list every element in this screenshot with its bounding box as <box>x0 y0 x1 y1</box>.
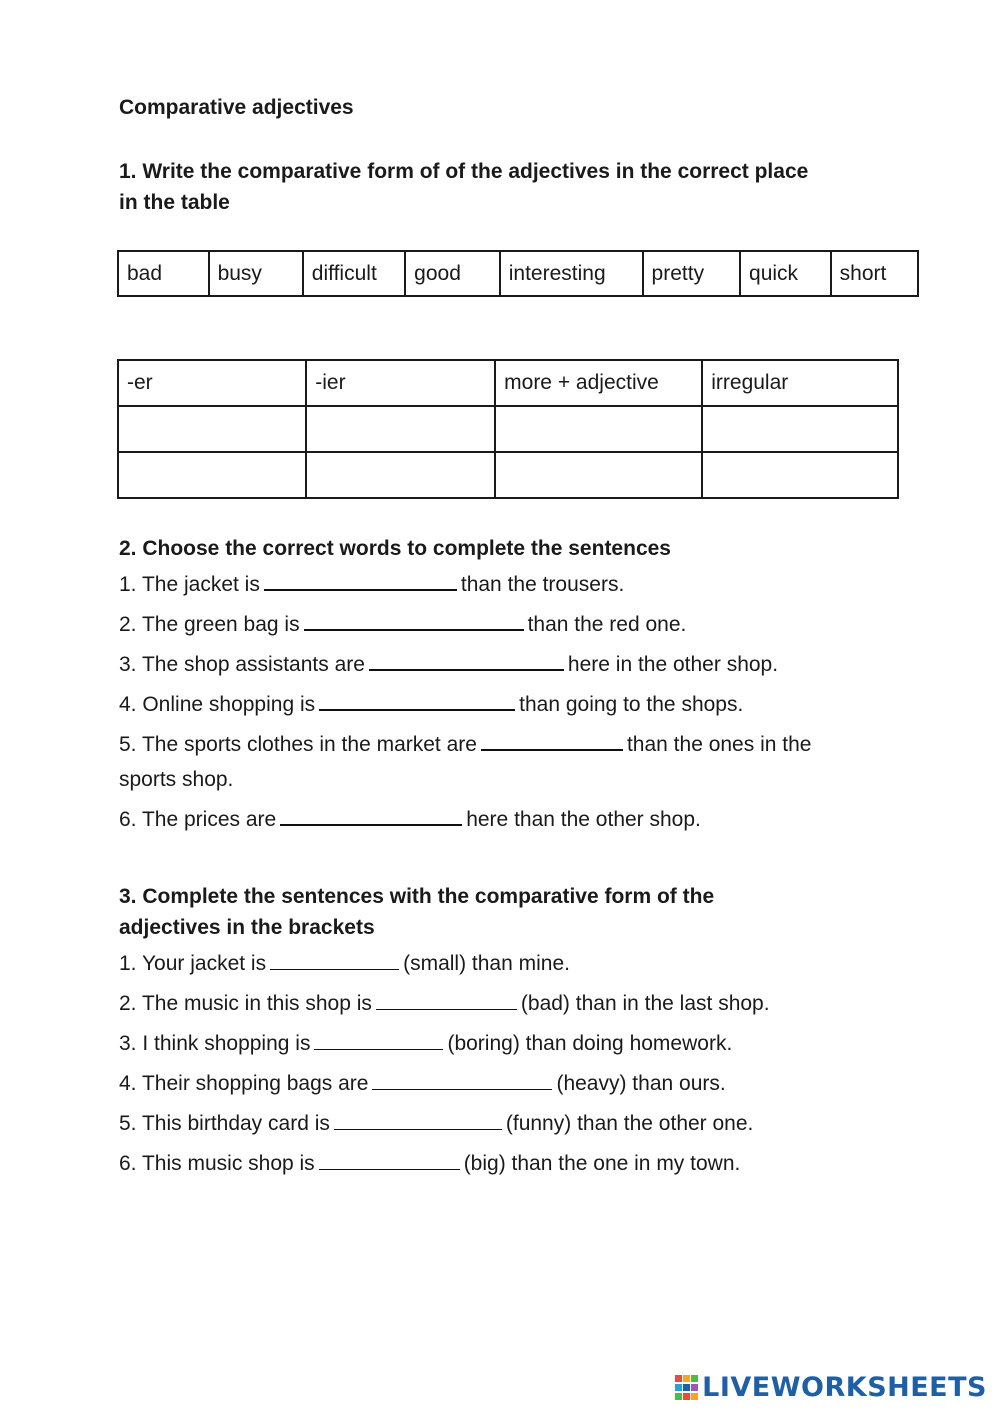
column-header-more: more + adjective <box>495 360 702 406</box>
answer-blank[interactable] <box>264 573 457 591</box>
section1-heading-line1: 1. Write the comparative form of of the adjectives in the correct place <box>119 160 809 183</box>
sentence-text: than going to the shops. <box>519 693 744 716</box>
sentence-text: than the red one. <box>527 613 687 636</box>
column-header-ier: -ier <box>306 360 495 406</box>
section1-heading-line2: in the table <box>119 191 230 214</box>
sentence-text: 5. This birthday card is <box>119 1112 330 1135</box>
sentence-text: 1. Your jacket is <box>119 952 267 975</box>
sentence-text: (heavy) than ours. <box>556 1072 726 1095</box>
sentence-text: 4. Online shopping is <box>119 693 316 716</box>
blocks-logo-icon <box>675 1375 699 1401</box>
word-cell: interesting <box>500 251 643 296</box>
answer-cell[interactable] <box>495 406 702 452</box>
answer-blank[interactable] <box>319 693 515 711</box>
word-cell: short <box>831 251 918 296</box>
sentence-text: 3. The shop assistants are <box>119 653 365 676</box>
answer-cell[interactable] <box>118 406 306 452</box>
section1-heading <box>119 156 808 218</box>
sentence <box>119 572 624 598</box>
sentence <box>119 807 701 833</box>
answer-blank[interactable] <box>270 953 399 970</box>
answer-cell[interactable] <box>118 452 306 498</box>
sentence <box>119 1151 740 1177</box>
answer-blank[interactable] <box>376 993 517 1010</box>
word-cell: bad <box>118 251 209 296</box>
sentence-text: 6. The prices are <box>119 808 277 831</box>
sentence-text: (boring) than doing homework. <box>447 1032 733 1055</box>
sentence-text: 3. I think shopping is <box>119 1032 311 1055</box>
logo-text: LIVEWORKSHEETS <box>702 1372 987 1403</box>
answer-cell[interactable] <box>306 406 495 452</box>
sentence-text: (small) than mine. <box>403 952 570 975</box>
sentence-text: than the trousers. <box>460 573 625 596</box>
sentence <box>119 1111 753 1137</box>
sentence-text: 4. Their shopping bags are <box>119 1072 369 1095</box>
column-header-er: -er <box>118 360 306 406</box>
section3-heading <box>119 881 714 943</box>
word-bank-table <box>117 250 919 297</box>
table-row <box>118 452 898 498</box>
answer-blank[interactable] <box>334 1113 502 1130</box>
sentence <box>119 612 686 638</box>
section2-heading: 2. Choose the correct words to complete the sentences <box>119 537 671 560</box>
sentence-text: (bad) than in the last shop. <box>520 992 770 1015</box>
word-cell: quick <box>740 251 831 296</box>
sentence <box>119 652 778 678</box>
answer-blank[interactable] <box>304 613 524 631</box>
answer-cell[interactable] <box>306 452 495 498</box>
answer-blank[interactable] <box>319 1153 460 1170</box>
word-cell: good <box>405 251 500 296</box>
sentence <box>119 1031 732 1057</box>
sentence <box>119 692 743 718</box>
answer-blank[interactable] <box>481 733 623 751</box>
answer-cell[interactable] <box>702 406 898 452</box>
sentence <box>119 732 811 758</box>
sentence-text: (big) than the one in my town. <box>463 1152 741 1175</box>
column-header-irregular: irregular <box>702 360 898 406</box>
answer-blank[interactable] <box>372 1073 552 1090</box>
answer-blank[interactable] <box>280 808 462 826</box>
sentence-continuation: sports shop. <box>119 768 234 791</box>
section3-heading-line1: 3. Complete the sentences with the comparative form of the <box>119 885 715 908</box>
sentence-text: (funny) than the other one. <box>505 1112 754 1135</box>
comparative-table <box>117 359 899 499</box>
sentence <box>119 991 770 1017</box>
sentence-text: 1. The jacket is <box>119 573 260 596</box>
comparative-table-header <box>118 360 898 406</box>
sentence <box>119 1071 726 1097</box>
sentence-text: here in the other shop. <box>567 653 779 676</box>
table-row <box>118 406 898 452</box>
sentence-text: than the ones in the <box>626 733 812 756</box>
sentence-text: 5. The sports clothes in the market are <box>119 733 477 756</box>
sentence <box>119 951 570 977</box>
answer-blank[interactable] <box>369 653 564 671</box>
word-cell: busy <box>209 251 303 296</box>
sentence-text: here than the other shop. <box>466 808 701 831</box>
answer-blank[interactable] <box>314 1033 443 1050</box>
answer-cell[interactable] <box>495 452 702 498</box>
sentence-text: 6. This music shop is <box>119 1152 315 1175</box>
section3-heading-line2: adjectives in the brackets <box>119 916 375 939</box>
liveworksheets-logo <box>675 1373 987 1403</box>
sentence-text: 2. The music in this shop is <box>119 992 372 1015</box>
page-title: Comparative adjectives <box>119 96 354 119</box>
word-cell: difficult <box>303 251 405 296</box>
word-bank-row <box>118 251 918 296</box>
word-cell: pretty <box>643 251 740 296</box>
sentence-text: 2. The green bag is <box>119 613 300 636</box>
answer-cell[interactable] <box>702 452 898 498</box>
